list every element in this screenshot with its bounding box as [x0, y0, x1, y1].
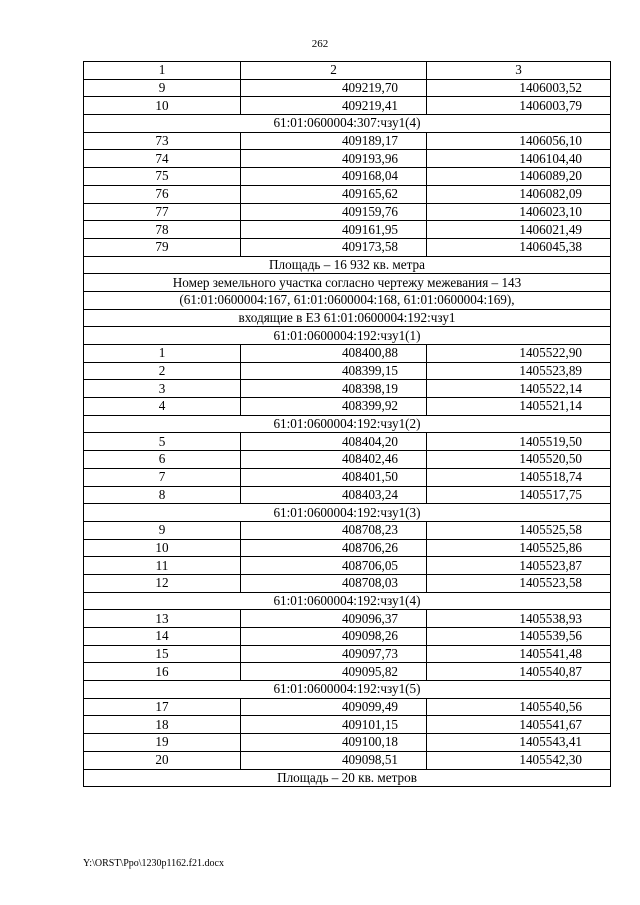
y-coordinate: 1406003,52 [427, 79, 611, 97]
table-row [84, 362, 611, 380]
table-row [84, 185, 611, 203]
table-row [84, 645, 611, 663]
x-coordinate: 408404,20 [241, 433, 427, 451]
y-coordinate: 1405522,90 [427, 345, 611, 363]
table-row [84, 398, 611, 416]
y-coordinate: 1405517,75 [427, 486, 611, 504]
point-number: 16 [84, 663, 241, 681]
x-coordinate: 408706,05 [241, 557, 427, 575]
point-number: 4 [84, 398, 241, 416]
y-coordinate: 1405541,48 [427, 645, 611, 663]
x-coordinate: 408403,24 [241, 486, 427, 504]
point-number: 6 [84, 451, 241, 469]
x-coordinate: 408399,92 [241, 398, 427, 416]
point-number: 12 [84, 574, 241, 592]
x-coordinate: 409173,58 [241, 238, 427, 256]
point-number: 10 [84, 539, 241, 557]
section-label: Номер земельного участка согласно чертежу межевания – 143 [84, 274, 611, 292]
section-row [84, 415, 611, 433]
y-coordinate: 1405523,87 [427, 557, 611, 575]
section-label: Площадь – 16 932 кв. метра [84, 256, 611, 274]
table-row [84, 557, 611, 575]
y-coordinate: 1406056,10 [427, 132, 611, 150]
point-number: 9 [84, 521, 241, 539]
point-number: 18 [84, 716, 241, 734]
header-row [84, 62, 611, 80]
y-coordinate: 1406089,20 [427, 168, 611, 186]
point-number: 76 [84, 185, 241, 203]
point-number: 2 [84, 362, 241, 380]
x-coordinate: 409168,04 [241, 168, 427, 186]
x-coordinate: 408400,88 [241, 345, 427, 363]
y-coordinate: 1406104,40 [427, 150, 611, 168]
point-number: 11 [84, 557, 241, 575]
section-row [84, 256, 611, 274]
y-coordinate: 1406045,38 [427, 238, 611, 256]
table-row [84, 751, 611, 769]
point-number: 78 [84, 221, 241, 239]
x-coordinate: 409100,18 [241, 734, 427, 752]
table-row [84, 238, 611, 256]
point-number: 20 [84, 751, 241, 769]
x-coordinate: 409193,96 [241, 150, 427, 168]
x-coordinate: 409097,73 [241, 645, 427, 663]
x-coordinate: 408708,23 [241, 521, 427, 539]
section-label: 61:01:0600004:192:чзу1(4) [84, 592, 611, 610]
y-coordinate: 1405520,50 [427, 451, 611, 469]
table-row [84, 150, 611, 168]
table-row [84, 716, 611, 734]
x-coordinate: 408706,26 [241, 539, 427, 557]
x-coordinate: 408398,19 [241, 380, 427, 398]
coordinates-table [83, 61, 611, 787]
section-label: 61:01:0600004:192:чзу1(5) [84, 681, 611, 699]
table-row [84, 433, 611, 451]
point-number: 13 [84, 610, 241, 628]
y-coordinate: 1405543,41 [427, 734, 611, 752]
y-coordinate: 1405523,89 [427, 362, 611, 380]
x-coordinate: 409096,37 [241, 610, 427, 628]
point-number: 10 [84, 97, 241, 115]
section-label: Площадь – 20 кв. метров [84, 769, 611, 787]
y-coordinate: 1405542,30 [427, 751, 611, 769]
x-coordinate: 409219,41 [241, 97, 427, 115]
y-coordinate: 1405518,74 [427, 468, 611, 486]
section-row [84, 291, 611, 309]
point-number: 79 [84, 238, 241, 256]
section-row [84, 274, 611, 292]
y-coordinate: 1405541,67 [427, 716, 611, 734]
section-label: 61:01:0600004:307:чзу1(4) [84, 115, 611, 133]
section-label: входящие в ЕЗ 61:01:0600004:192:чзу1 [84, 309, 611, 327]
y-coordinate: 1405540,87 [427, 663, 611, 681]
point-number: 3 [84, 380, 241, 398]
y-coordinate: 1405525,86 [427, 539, 611, 557]
y-coordinate: 1405525,58 [427, 521, 611, 539]
point-number: 5 [84, 433, 241, 451]
page-number: 262 [311, 38, 329, 50]
section-label: 61:01:0600004:192:чзу1(1) [84, 327, 611, 345]
table-row [84, 97, 611, 115]
column-number-3: 3 [427, 62, 611, 80]
point-number: 73 [84, 132, 241, 150]
point-number: 19 [84, 734, 241, 752]
column-number-2: 2 [241, 62, 427, 80]
table-row [84, 345, 611, 363]
point-number: 74 [84, 150, 241, 168]
point-number: 7 [84, 468, 241, 486]
section-row [84, 115, 611, 133]
table-row [84, 486, 611, 504]
table-row [84, 610, 611, 628]
table-row [84, 698, 611, 716]
y-coordinate: 1405522,14 [427, 380, 611, 398]
y-coordinate: 1405519,50 [427, 433, 611, 451]
table-row [84, 574, 611, 592]
y-coordinate: 1405540,56 [427, 698, 611, 716]
section-row [84, 504, 611, 522]
table-row [84, 380, 611, 398]
x-coordinate: 409165,62 [241, 185, 427, 203]
point-number: 9 [84, 79, 241, 97]
point-number: 14 [84, 628, 241, 646]
y-coordinate: 1406021,49 [427, 221, 611, 239]
section-row [84, 327, 611, 345]
x-coordinate: 409161,95 [241, 221, 427, 239]
x-coordinate: 409189,17 [241, 132, 427, 150]
coordinates-table-body [84, 62, 611, 787]
table-row [84, 451, 611, 469]
footer-file-path: Y:\ORST\Ppo\1230p1162.f21.docx [83, 858, 224, 869]
section-row [84, 681, 611, 699]
section-row [84, 769, 611, 787]
x-coordinate: 409095,82 [241, 663, 427, 681]
section-row [84, 592, 611, 610]
x-coordinate: 409098,26 [241, 628, 427, 646]
point-number: 15 [84, 645, 241, 663]
x-coordinate: 409159,76 [241, 203, 427, 221]
y-coordinate: 1405521,14 [427, 398, 611, 416]
table-row [84, 521, 611, 539]
x-coordinate: 408401,50 [241, 468, 427, 486]
x-coordinate: 408399,15 [241, 362, 427, 380]
point-number: 75 [84, 168, 241, 186]
table-row [84, 79, 611, 97]
table-row [84, 203, 611, 221]
point-number: 1 [84, 345, 241, 363]
y-coordinate: 1406003,79 [427, 97, 611, 115]
table-row [84, 663, 611, 681]
y-coordinate: 1405523,58 [427, 574, 611, 592]
x-coordinate: 409099,49 [241, 698, 427, 716]
point-number: 77 [84, 203, 241, 221]
table-row [84, 468, 611, 486]
x-coordinate: 409098,51 [241, 751, 427, 769]
section-label: 61:01:0600004:192:чзу1(3) [84, 504, 611, 522]
section-label: (61:01:0600004:167, 61:01:0600004:168, 61:01:0600004:169), [84, 291, 611, 309]
section-label: 61:01:0600004:192:чзу1(2) [84, 415, 611, 433]
x-coordinate: 409219,70 [241, 79, 427, 97]
y-coordinate: 1406023,10 [427, 203, 611, 221]
table-row [84, 168, 611, 186]
table-row [84, 734, 611, 752]
y-coordinate: 1406082,09 [427, 185, 611, 203]
x-coordinate: 408708,03 [241, 574, 427, 592]
x-coordinate: 409101,15 [241, 716, 427, 734]
y-coordinate: 1405539,56 [427, 628, 611, 646]
x-coordinate: 408402,46 [241, 451, 427, 469]
point-number: 17 [84, 698, 241, 716]
table-row [84, 221, 611, 239]
y-coordinate: 1405538,93 [427, 610, 611, 628]
table-row [84, 132, 611, 150]
section-row [84, 309, 611, 327]
table-row [84, 628, 611, 646]
point-number: 8 [84, 486, 241, 504]
table-row [84, 539, 611, 557]
column-number-1: 1 [84, 62, 241, 80]
